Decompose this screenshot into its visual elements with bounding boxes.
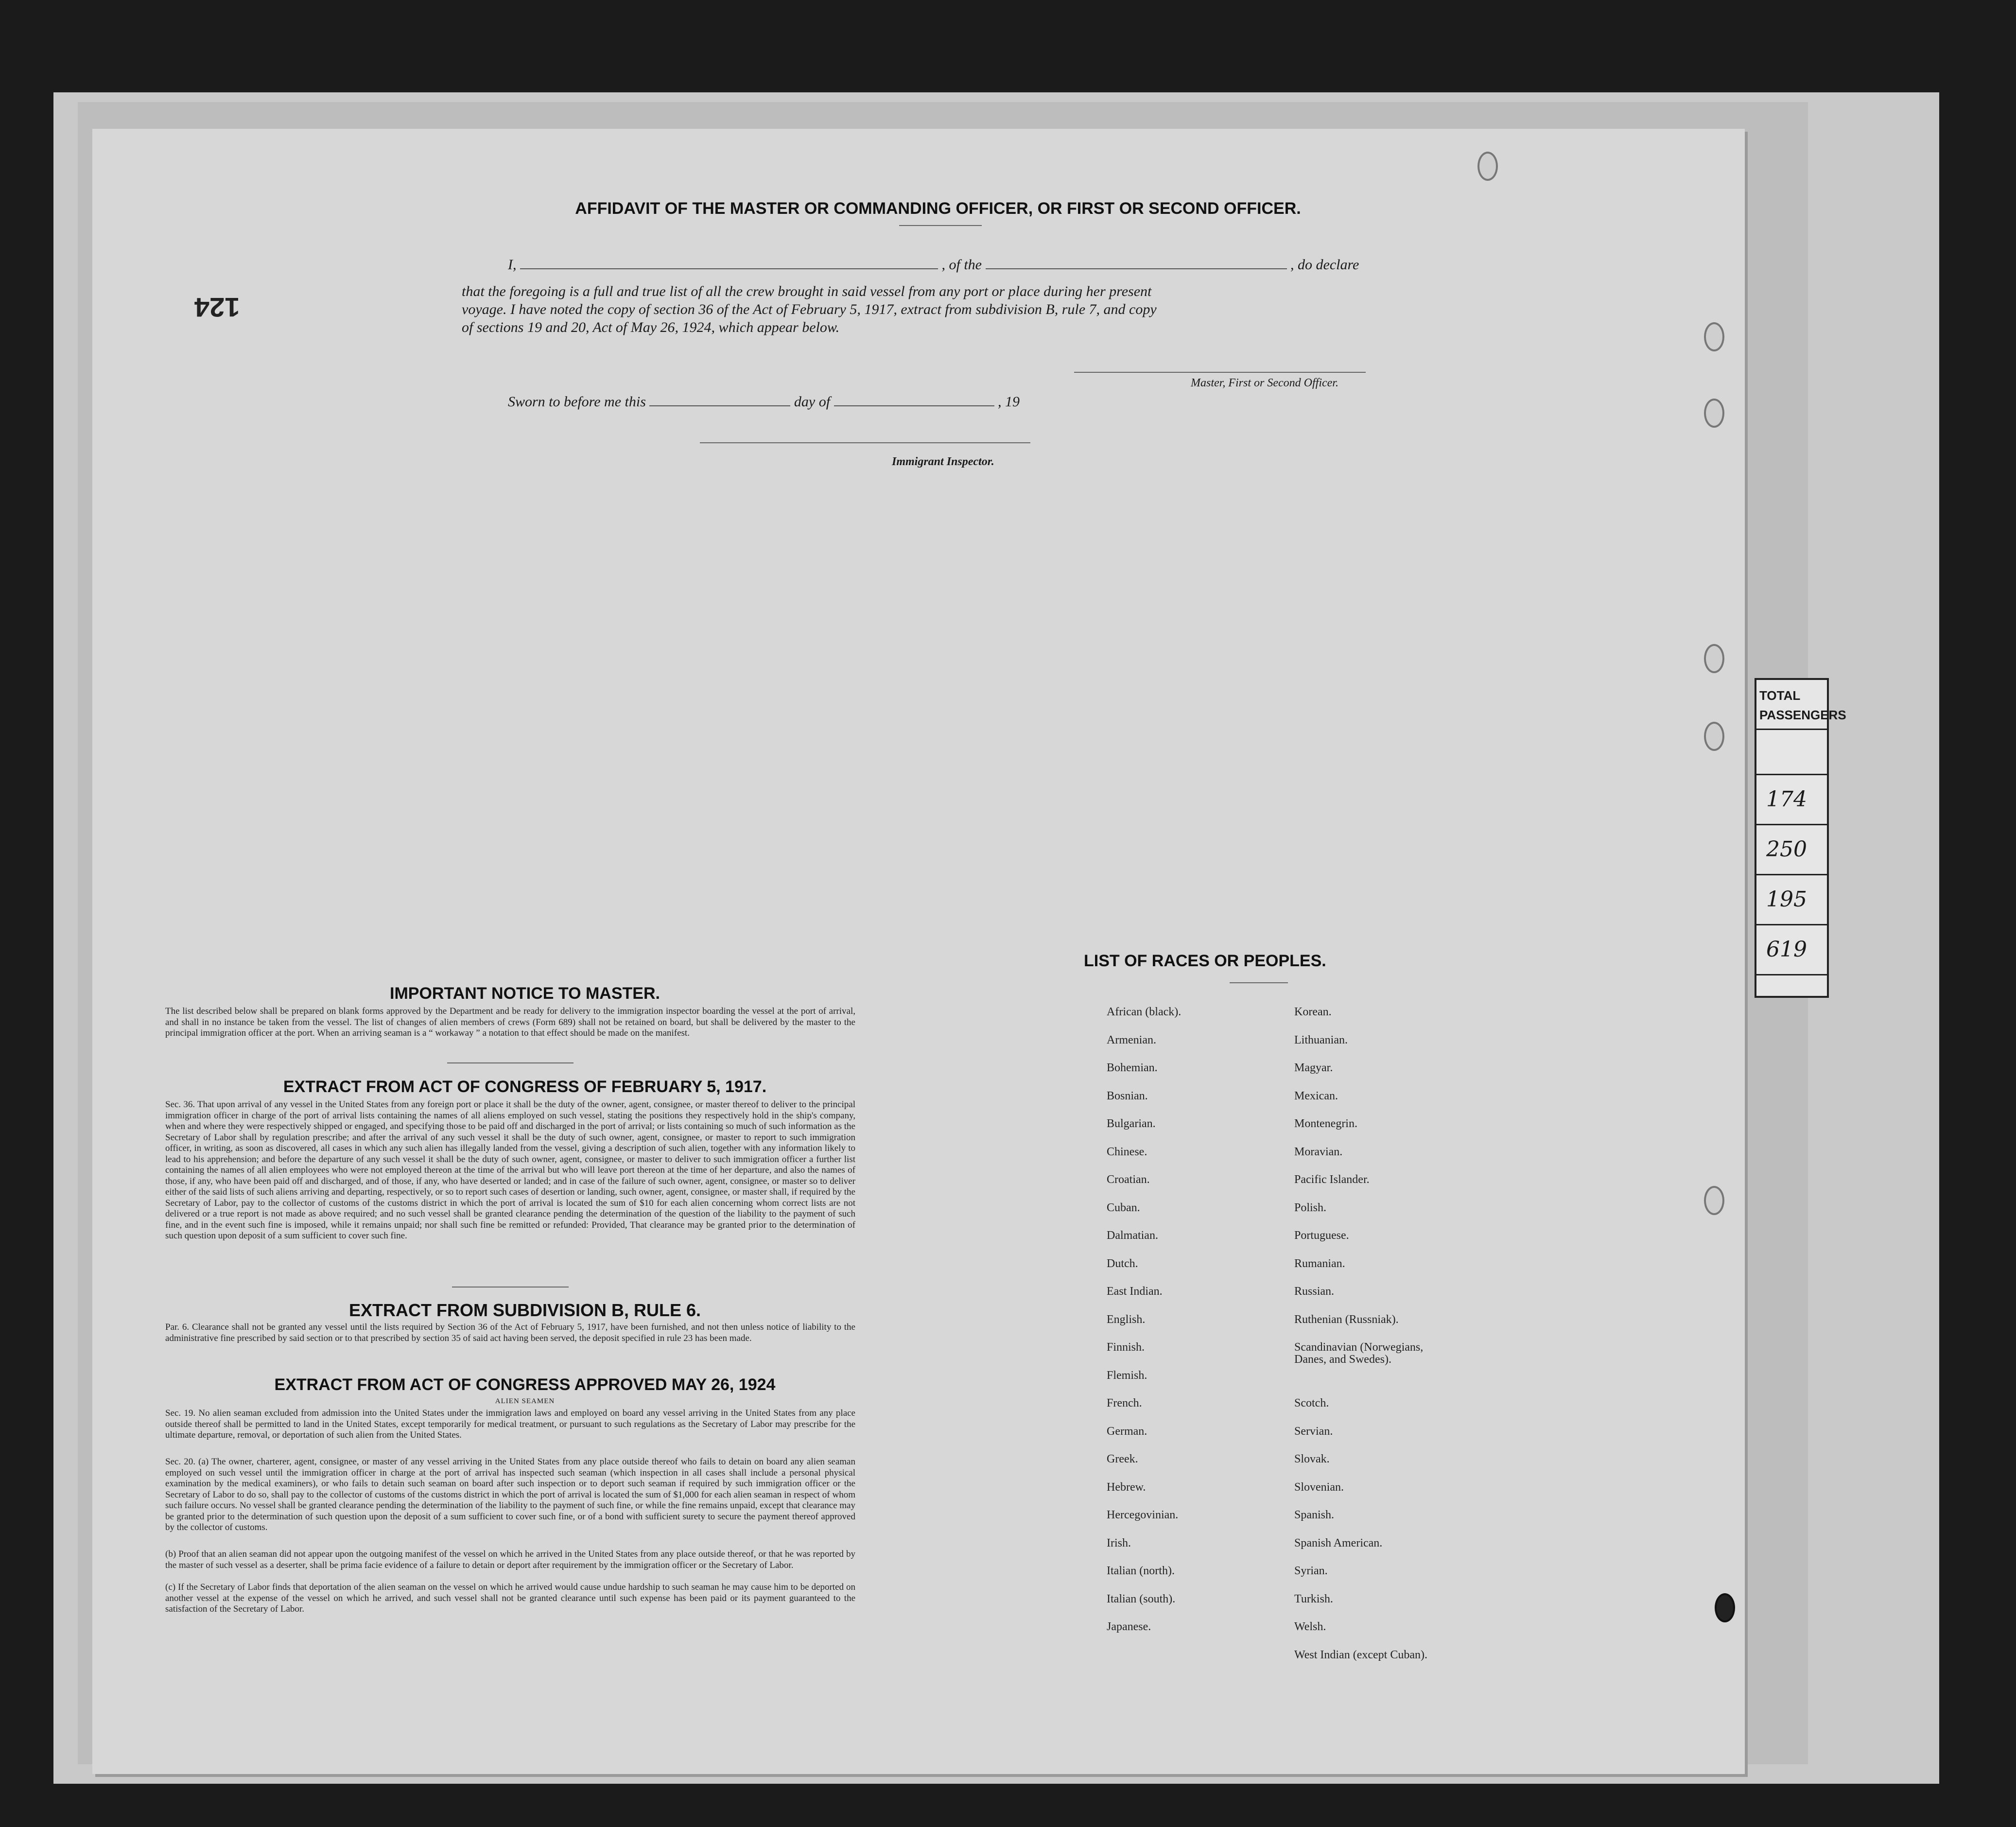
race-item: East Indian.: [1107, 1285, 1163, 1298]
race-item: Mexican.: [1294, 1089, 1338, 1102]
race-item: Bohemian.: [1107, 1061, 1158, 1074]
race-item: Scandinavian (Norwegians, Danes, and Swedes).: [1294, 1341, 1424, 1366]
punch-hole-7: [1715, 1593, 1735, 1622]
signature-label: Master, First or Second Officer.: [1191, 377, 1338, 389]
race-item: Japanese.: [1107, 1620, 1151, 1633]
affidavit-of-the-label: , of the: [941, 257, 982, 273]
race-item: Dalmatian.: [1107, 1229, 1158, 1242]
punch-hole-3: [1704, 399, 1724, 428]
extract-1924-sec20a: Sec. 20. (a) The owner, charterer, agent, consignee, or master of any vessel arriving in the United States from any place outside thereof who fails to detain on board any alien seaman employed on such vessel until the immigration officer in charge at the port of arrival has inspected such seaman (which inspection in all cases shall include a personal physical examination by the medical examiners), or who fails to detain such seaman on board after such inspection or to deport such seaman if required by such immigration officer or the Secretary of Labor to do so, shall pay to the collector of customs of the customs district in which the port of arrival is located the sum of $1,000 for each alien seaman in respect of whom such failure occurs. No vessel shall be granted clearance pending the determination of the liability to the payment of such fine, or while the fine remains unpaid, except that clearance may be granted prior to the determination of such question upon the deposit of a sum sufficient to cover such fine, or of a bond with sufficient surety to secure the payment thereof approved by the collector of customs.: [165, 1457, 855, 1532]
tally-value-2: 250: [1756, 825, 1827, 875]
race-item: Armenian.: [1107, 1033, 1156, 1046]
margin-note: 124: [194, 292, 240, 323]
race-item: Moravian.: [1294, 1145, 1343, 1158]
tally-blank-row: [1756, 730, 1827, 775]
extract-1924-sec20c: (c) If the Secretary of Labor finds that deportation of the alien seaman on the vessel on which he arrived would cause undue hardship to such seaman he may cause him to be deported on another vessel at the expense of the vessel on which he arrived, and such vessel shall not be granted clearance until such expense has been paid or its payment guaranteed to the satisfaction of the Secretary of Labor.: [165, 1582, 855, 1614]
extract-rule6-title: EXTRACT FROM SUBDIVISION B, RULE 6.: [348, 1300, 701, 1320]
sworn-day-field[interactable]: [649, 405, 790, 406]
race-item: Servian.: [1294, 1425, 1333, 1438]
notice-title: IMPORTANT NOTICE TO MASTER.: [390, 984, 660, 1003]
race-item: Korean.: [1294, 1006, 1332, 1018]
punch-hole-top: [1477, 152, 1498, 181]
races-right-column: [1294, 1006, 1498, 1677]
punch-hole-6: [1704, 1186, 1724, 1215]
sworn-day-of-label: day of: [794, 394, 831, 410]
tally-value-1: 174: [1756, 775, 1827, 825]
tally-value-4: 619: [1756, 925, 1827, 975]
inspector-signature-line[interactable]: [700, 442, 1030, 443]
race-item: English.: [1107, 1313, 1146, 1326]
declarant-name-field[interactable]: [520, 268, 938, 269]
extract-1917-rule: [452, 1287, 569, 1288]
race-item: West Indian (except Cuban).: [1294, 1648, 1427, 1661]
races-left-column: [1107, 1006, 1291, 1649]
race-item: Turkish.: [1294, 1592, 1333, 1605]
affidavit-i-label: I,: [508, 257, 517, 273]
race-item: Hebrew.: [1107, 1480, 1146, 1494]
race-item: Bulgarian.: [1107, 1117, 1156, 1130]
race-item: Spanish American.: [1294, 1536, 1383, 1549]
extract-1924-subtitle: ALIEN SEAMEN: [495, 1397, 555, 1405]
affidavit-line-4: of sections 19 and 20, Act of May 26, 1924, which appear below.: [462, 319, 840, 335]
vessel-name-field[interactable]: [986, 268, 1287, 269]
sworn-line: [508, 394, 1020, 410]
race-item: Hercegovinian.: [1107, 1509, 1179, 1521]
race-item: Welsh.: [1294, 1620, 1326, 1633]
race-item: Portuguese.: [1294, 1229, 1349, 1242]
race-item: Ruthenian (Russniak).: [1294, 1313, 1399, 1326]
total-passengers-tally: [1755, 678, 1846, 998]
race-item: Scotch.: [1294, 1397, 1329, 1409]
signature-line[interactable]: [1074, 372, 1366, 373]
race-item: Slovak.: [1294, 1453, 1330, 1465]
punch-hole-2: [1704, 322, 1724, 351]
notice-rule: [447, 1062, 574, 1063]
race-item: Pacific Islander.: [1294, 1173, 1370, 1186]
race-item: Greek.: [1107, 1453, 1138, 1465]
extract-1924-title: EXTRACT FROM ACT OF CONGRESS APPROVED MAY 26, 1924: [274, 1375, 776, 1394]
race-item: Spanish.: [1294, 1509, 1335, 1521]
inspector-label: Immigrant Inspector.: [892, 455, 994, 468]
affidavit-line-2: that the foregoing is a full and true list of all the crew brought in said vessel from any port or place during her present: [462, 283, 1152, 299]
sworn-label: Sworn to before me this: [508, 394, 646, 410]
race-item: Irish.: [1107, 1536, 1131, 1549]
sworn-month-field[interactable]: [834, 405, 994, 406]
affidavit-declare-label: , do declare: [1290, 257, 1359, 273]
race-item: German.: [1107, 1425, 1147, 1438]
extract-rule6-text: Par. 6. Clearance shall not be granted any vessel until the lists required by Section 36 of the Act of February 5, 1917, have been furnished, and not then unless notice of liability to the administrative fine prescribed by said section or to that prescribed by section 35 of said act having been served, the deposit specified in rule 23 has been made.: [165, 1322, 855, 1343]
affidavit-line-1: [508, 257, 1402, 273]
extract-1924-sec20b: (b) Proof that an alien seaman did not appear upon the outgoing manifest of the vessel on which he arrived in the United States from any place outside thereof, or that he was reported by the master of such vessel as a deserter, shall be prima facie evidence of a failure to detain or deport after requirement by the immigration officer or the Secretary of Labor.: [165, 1549, 855, 1570]
affidavit-title: AFFIDAVIT OF THE MASTER OR COMMANDING OFFICER, OR FIRST OR SECOND OFFICER.: [575, 199, 1301, 218]
race-item: Lithuanian.: [1294, 1033, 1348, 1046]
race-item: African (black).: [1107, 1006, 1182, 1018]
notice-text: The list described below shall be prepared on blank forms approved by the Department and be ready for delivery to the immigration inspector boarding the vessel at the port of arrival, and shall in no instance be taken from the vessel. The list of changes of alien members of crews (Form 689) shall not be retained on board, but shall be delivered by the master to the principal immigration officer at the port. When an arriving seaman is a “ workaway ” a notation to that effect should be made on the manifest.: [165, 1006, 855, 1038]
race-item: Magyar.: [1294, 1061, 1333, 1074]
race-item: French.: [1107, 1397, 1142, 1409]
races-title-rule: [1230, 982, 1288, 983]
race-item: Polish.: [1294, 1201, 1327, 1214]
race-item: Montenegrin.: [1294, 1117, 1357, 1130]
race-item: Bosnian.: [1107, 1089, 1148, 1102]
race-item: Dutch.: [1107, 1257, 1138, 1270]
race-item: Russian.: [1294, 1285, 1335, 1298]
extract-1924-sec19: Sec. 19. No alien seaman excluded from admission into the United States under the immigration laws and employed on board any vessel arriving in the United States from any place outside thereof shall be permitted to land in the United States, except temporarily for medical treatment, or pursuant to such regulations as the Secretary of Labor may prescribe for the ultimate departure, removal, or deportation of such alien from the United States.: [165, 1408, 855, 1440]
race-item: Slovenian.: [1294, 1480, 1344, 1494]
races-title: LIST OF RACES OR PEOPLES.: [1084, 952, 1326, 970]
affidavit-line-3: voyage. I have noted the copy of section 36 of the Act of February 5, 1917, extract from subdivision B, rule 7, and copy: [462, 301, 1157, 317]
race-item: Cuban.: [1107, 1201, 1140, 1214]
race-item: Finnish.: [1107, 1341, 1145, 1354]
extract-1917-title: EXTRACT FROM ACT OF CONGRESS OF FEBRUARY 5, 1917.: [283, 1078, 767, 1096]
race-item: Italian (north).: [1107, 1565, 1175, 1577]
race-item: Syrian.: [1294, 1565, 1328, 1577]
tally-header: TOTAL PASSENGERS: [1756, 680, 1827, 730]
race-item: Italian (south).: [1107, 1592, 1176, 1605]
race-item: Chinese.: [1107, 1145, 1147, 1158]
affidavit-title-rule: [899, 225, 982, 226]
sworn-year-label: , 19: [998, 394, 1020, 410]
race-item: Rumanian.: [1294, 1257, 1345, 1270]
punch-hole-4: [1704, 644, 1724, 673]
extract-1917-text: Sec. 36. That upon arrival of any vessel in the United States from any foreign port or place it shall be the duty of the owner, agent, consignee, or master thereof to deliver to the principal immigration officer in charge of the port of arrival lists containing the names of all aliens employed on such vessel, stating the positions they respectively hold in the ship's company, when and where they were respectively shipped or engaged, and specifying those to be paid off and discharged in the port of arrival; or lists containing so much of such information as the Secretary of Labor shall by regulation prescribe; and after the arrival of any such vessel it shall be the duty of such owner, agent, consignee, or master to report to such immigration officer, in writing, as soon as discovered, all cases in which any such alien has illegally landed from the vessel, giving a description of such alien, together with any information likely to lead to his apprehension; and before the departure of any such vessel it shall be the duty of such owner, agent, consignee, or master to deliver to such immigration officer a further list containing the names of all alien employees who were not employed thereon at the time of the arrival but who will leave port thereon at the time of her departure, and also the names of those, if any, who have been paid off and discharged, and of those, if any, who have deserted or landed; and in case of the failure of such owner, agent, consignee, or master so to deliver either of the said lists of such aliens arriving and departing, respectively, or so to report such cases of desertion or landing, such owner, agent, consignee, or master shall, if required by the Secretary of Labor, pay to the collector of customs of the customs district in which the port of arrival is located the sum of $10 for each alien concerning whom correct lists are not delivered or a true report is not made as above required; and no such vessel shall be granted clearance pending the determination of the question of the liability to the payment of such fine, and in the event such fine is imposed, while it remains unpaid; nor shall such fine be remitted or refunded: Provided, That clearance may be granted prior to the determination of such question upon deposit of a sum sufficient to cover such fine.: [165, 1099, 855, 1241]
race-item: Flemish.: [1107, 1369, 1147, 1382]
punch-hole-5: [1704, 722, 1724, 751]
race-item: Croatian.: [1107, 1173, 1150, 1186]
tally-value-3: 195: [1756, 875, 1827, 925]
